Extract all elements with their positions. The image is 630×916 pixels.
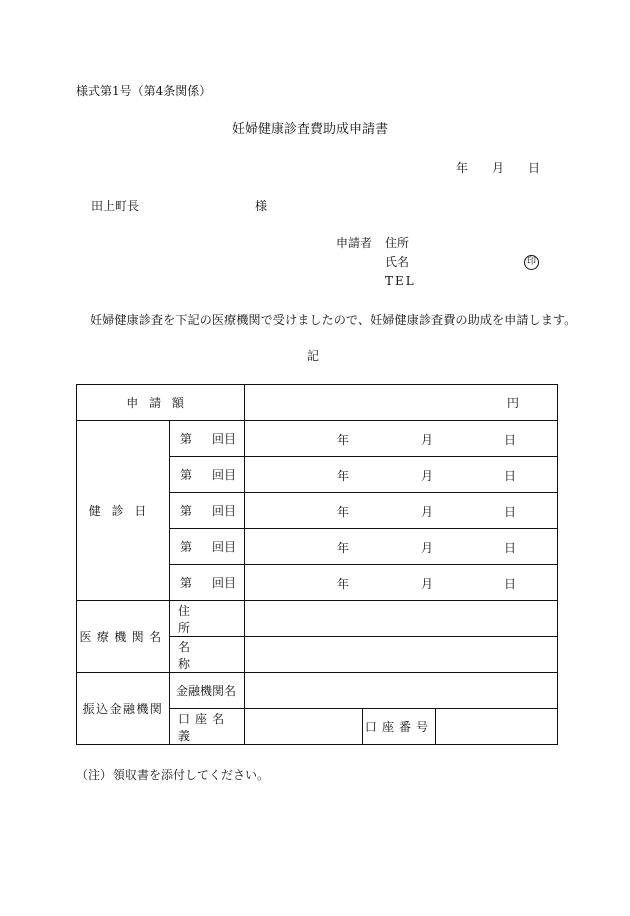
month-label: 月 <box>421 577 434 591</box>
day-label: 日 <box>504 541 517 555</box>
kaime-label: 回目 <box>211 540 236 554</box>
exam-date-cell[interactable] <box>245 421 558 457</box>
bank-label-cell <box>77 673 170 745</box>
medical-address-label: 住所 <box>178 603 217 635</box>
kaime-label: 回目 <box>211 504 236 518</box>
account-number-field[interactable] <box>436 709 558 745</box>
dai-label: 第 <box>180 540 193 554</box>
year-label: 年 <box>337 505 350 519</box>
medical-label-cell <box>77 601 170 673</box>
note-text: 領収書を添付してください。 <box>113 768 270 782</box>
ki-label: 記 <box>307 349 320 363</box>
applicant-address-label: 住所 <box>385 236 410 250</box>
day-label: 日 <box>504 505 517 519</box>
year-label: 年 <box>337 577 350 591</box>
kaime-label: 回目 <box>211 432 236 446</box>
medical-name-field[interactable] <box>245 637 558 673</box>
amount-row <box>77 385 558 421</box>
kaime-label: 回目 <box>211 468 236 482</box>
applicant-tel-label: TEL <box>385 274 416 288</box>
applicant-label: 申請者 <box>336 236 373 250</box>
bank-label: 振込金融機関 <box>82 702 164 716</box>
day-label: 日 <box>504 577 517 591</box>
medical-address-field[interactable] <box>245 601 558 637</box>
note-label: （注） <box>76 768 113 782</box>
bank-name-label: 金融機関名 <box>176 684 237 698</box>
application-table <box>76 384 558 745</box>
account-holder-field[interactable] <box>245 709 363 745</box>
medical-label: 医療機関名 <box>79 630 167 644</box>
month-label: 月 <box>421 469 434 483</box>
bank-name-field[interactable] <box>245 673 558 709</box>
account-number-label-cell <box>363 709 436 745</box>
bank-name-row <box>77 673 558 709</box>
body-text: 妊婦健康診査を下記の医療機関で受けましたので、妊婦健康診査費の助成を申請します。 <box>90 313 577 327</box>
exam-date-cell[interactable] <box>245 565 558 601</box>
medical-address-label-cell <box>170 601 245 637</box>
medical-name-label: 名称 <box>178 639 217 671</box>
kaime-label: 回目 <box>211 576 236 590</box>
exam-count-cell[interactable] <box>170 457 245 493</box>
date-year: 年 <box>456 161 469 175</box>
date-day: 日 <box>528 161 541 175</box>
exam-date-cell[interactable] <box>245 493 558 529</box>
account-number-label: 口座番号 <box>364 720 434 734</box>
account-holder-label-cell <box>170 709 245 745</box>
bank-name-label-cell <box>170 673 245 709</box>
medical-address-row <box>77 601 558 637</box>
month-label: 月 <box>421 433 434 447</box>
exam-row <box>77 421 558 457</box>
addressee-honorific: 様 <box>255 199 268 213</box>
amount-unit: 円 <box>507 396 520 410</box>
exam-date-cell[interactable] <box>245 457 558 493</box>
account-holder-label: 口座名義 <box>178 711 230 743</box>
dai-label: 第 <box>180 468 193 482</box>
month-label: 月 <box>421 505 434 519</box>
year-label: 年 <box>337 469 350 483</box>
dai-label: 第 <box>180 504 193 518</box>
exam-count-cell[interactable] <box>170 493 245 529</box>
day-label: 日 <box>504 469 517 483</box>
exam-count-cell[interactable] <box>170 529 245 565</box>
day-label: 日 <box>504 433 517 447</box>
year-label: 年 <box>337 433 350 447</box>
amount-label: 申請額 <box>126 396 195 410</box>
dai-label: 第 <box>180 432 193 446</box>
dai-label: 第 <box>180 576 193 590</box>
form-number: 様式第1号（第4条関係） <box>76 84 212 98</box>
month-label: 月 <box>421 541 434 555</box>
exam-date-cell[interactable] <box>245 529 558 565</box>
exam-count-cell[interactable] <box>170 421 245 457</box>
amount-field[interactable] <box>245 385 558 421</box>
medical-name-label-cell <box>170 637 245 673</box>
addressee-name: 田上町長 <box>91 199 140 213</box>
year-label: 年 <box>337 541 350 555</box>
date-month: 月 <box>492 161 505 175</box>
applicant-name-label: 氏名 <box>385 255 410 269</box>
amount-label-cell <box>77 385 245 421</box>
exam-label-cell <box>77 421 170 601</box>
document-title: 妊婦健康診査費助成申請書 <box>232 122 389 137</box>
seal-icon: 印 <box>524 255 539 270</box>
exam-label: 健診日 <box>88 504 158 518</box>
exam-count-cell[interactable] <box>170 565 245 601</box>
